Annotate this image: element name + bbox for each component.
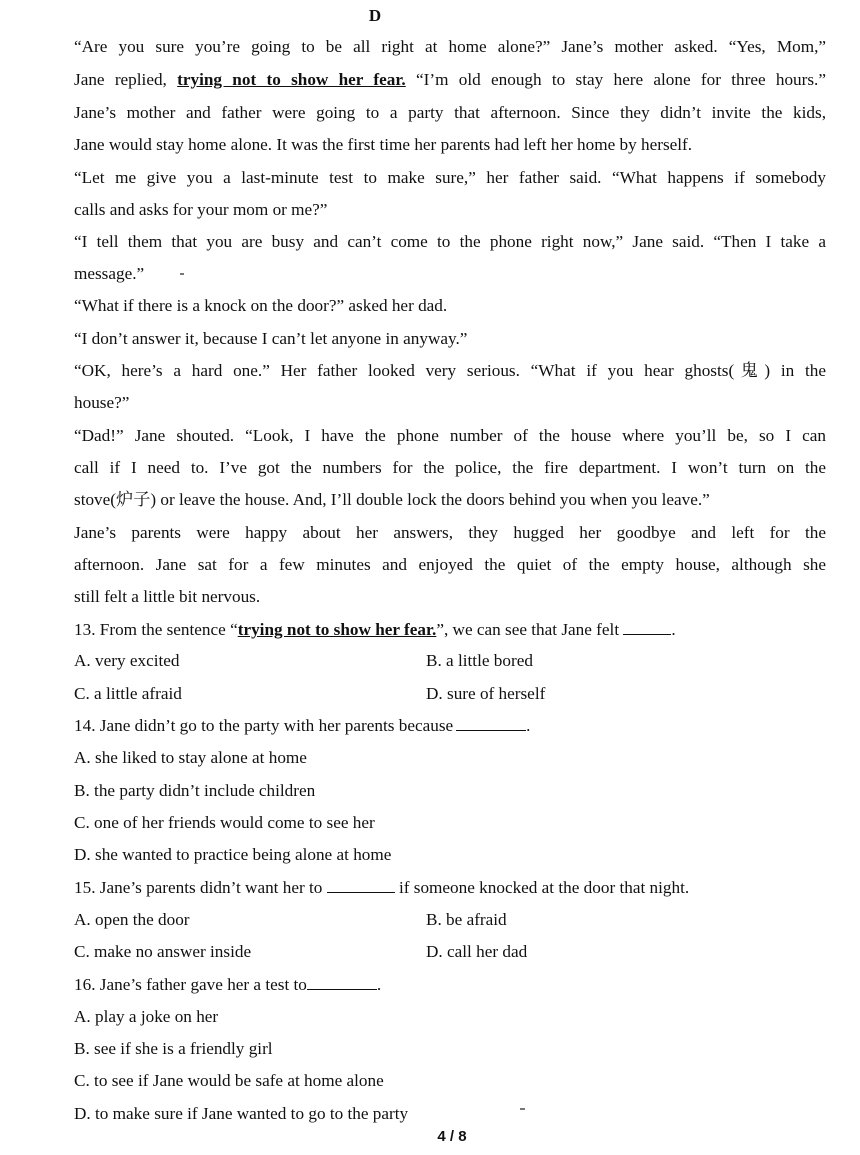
answer-blank [327, 878, 395, 893]
stem-text: 13. From the sentence “ [74, 620, 238, 639]
passage-line-16: Jane’s parents were happy about her answers, they hugged her goodbye and left for the [74, 523, 826, 542]
q13-option-c: C. a little afraid [74, 684, 182, 703]
passage-text: “I’m old enough to stay here alone for three hours.” [405, 70, 826, 89]
section-heading: D [368, 6, 382, 25]
page-number: 4 / 8 [437, 1128, 467, 1145]
stem-text: . [671, 620, 676, 639]
q16-option-c: C. to see if Jane would be safe at home alone [74, 1071, 384, 1090]
passage-line-15: stove(炉子) or leave the house. And, I’ll double lock the doors behind you when you leave.” [74, 490, 710, 509]
passage-line-5: “Let me give you a last-minute test to make sure,” her father said. “What happens if somebody [74, 168, 826, 187]
q14-option-c: C. one of her friends would come to see her [74, 813, 375, 832]
passage-text: Jane replied, [74, 70, 178, 89]
stem-text: 16. Jane’s father gave her a test to [74, 975, 307, 994]
passage-line-13: “Dad!” Jane shouted. “Look, I have the phone number of the house where you’ll be, so I can [74, 426, 826, 445]
q15-option-d: D. call her dad [426, 942, 528, 961]
q14-option-d: D. she wanted to practice being alone at home [74, 845, 392, 864]
stem-text: 14. Jane didn’t go to the party with her parents because [74, 716, 454, 735]
q15-option-c: C. make no answer inside [74, 942, 252, 961]
stem-text: . [376, 975, 382, 994]
q14-option-b: B. the party didn’t include children [74, 781, 316, 800]
passage-line-2 [74, 70, 826, 90]
stem-text: . [526, 716, 531, 735]
underlined-phrase: trying not to show her fear. [177, 70, 406, 89]
stem-text: if someone knocked at the door that night. [394, 878, 690, 897]
passage-line-6: calls and asks for your mom or me?” [74, 200, 328, 219]
question-16-stem [74, 975, 826, 995]
passage-line-8: message.” [74, 264, 145, 283]
question-15-stem [74, 878, 826, 898]
q14-option-a: A. she liked to stay alone at home [74, 748, 307, 767]
q16-option-d: D. to make sure if Jane wanted to go to the party [74, 1104, 409, 1123]
q13-option-d: D. sure of herself [426, 684, 546, 703]
q13-option-b: B. a little bored [426, 651, 533, 670]
passage-line-10: “I don’t answer it, because I can’t let anyone in anyway.” [74, 329, 468, 348]
passage-line-7: “I tell them that you are busy and can’t come to the phone right now,” Jane said. “Then I take a [74, 232, 826, 251]
passage-line-14: call if I need to. I’ve got the numbers for the police, the fire department. I won’t turn on the [74, 458, 826, 477]
question-14-stem [74, 716, 826, 736]
underlined-phrase: trying not to show her fear. [237, 620, 437, 639]
stem-text: ”, we can see that Jane felt [436, 620, 624, 639]
answer-blank [456, 716, 526, 731]
question-13-stem [74, 620, 826, 640]
passage-line-3: Jane’s mother and father were going to a party that afternoon. Since they didn’t invite the kids, [74, 103, 826, 122]
q15-option-a: A. open the door [74, 910, 190, 929]
stem-text: 15. Jane’s parents didn’t want her to [74, 878, 327, 897]
passage-line-4: Jane would stay home alone. It was the first time her parents had left her home by herself. [74, 135, 693, 154]
scan-speck [520, 1108, 525, 1110]
q15-option-b: B. be afraid [426, 910, 507, 929]
answer-blank [623, 620, 671, 635]
passage-line-17: afternoon. Jane sat for a few minutes and enjoyed the quiet of the empty house, although she [74, 555, 826, 574]
passage-line-11: “OK, here’s a hard one.” Her father looked very serious. “What if you hear ghosts(鬼) in the [74, 361, 826, 380]
answer-blank [307, 975, 377, 990]
passage-line-18: still felt a little bit nervous. [74, 587, 261, 606]
passage-line-1: “Are you sure you’re going to be all right at home alone?” Jane’s mother asked. “Yes, Mom,” [74, 37, 826, 56]
scan-speck [180, 273, 184, 275]
q16-option-a: A. play a joke on her [74, 1007, 219, 1026]
q13-option-a: A. very excited [74, 651, 180, 670]
passage-line-9: “What if there is a knock on the door?” asked her dad. [74, 296, 448, 315]
passage-line-12: house?” [74, 393, 130, 412]
q16-option-b: B. see if she is a friendly girl [74, 1039, 273, 1058]
